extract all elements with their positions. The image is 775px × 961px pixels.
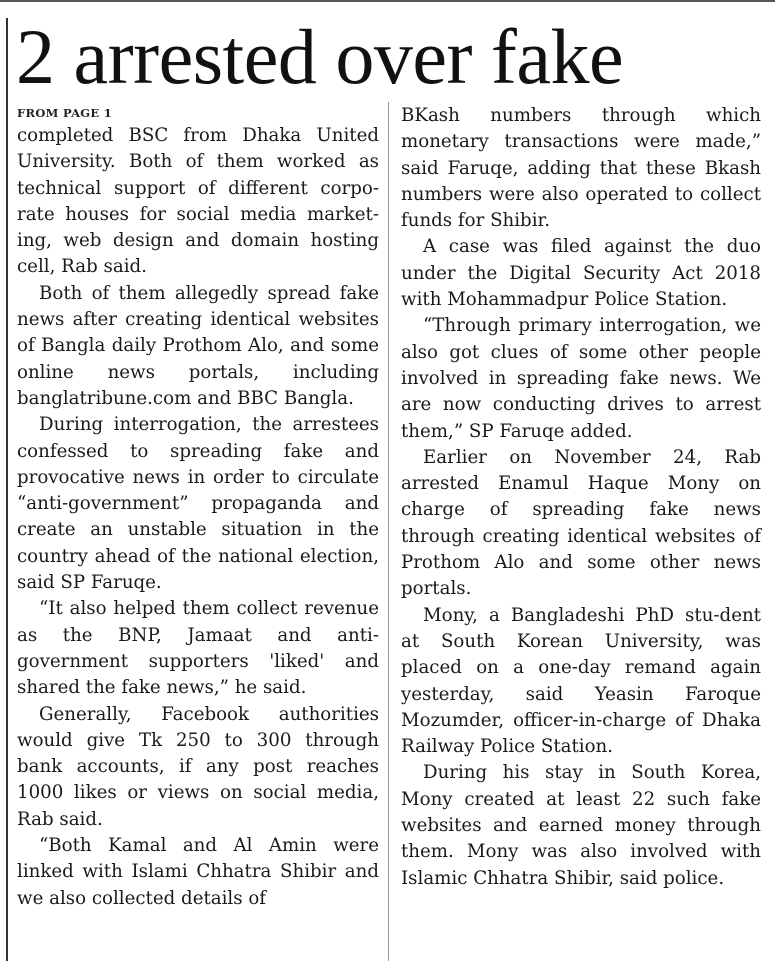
paragraph: “Through primary interrogation, we also got clues of some other people involved in spreading fake news. We are now conducting drives to arrest them,” SP Faruqe added. bbox=[401, 315, 761, 442]
left-column bbox=[17, 103, 379, 912]
headline: 2 arrested over fake bbox=[16, 13, 624, 100]
paragraph: BKash numbers through which monetary transactions were made,” said Faruqe, adding that these Bkash numbers were also operated to collect funds for Shibir. bbox=[401, 105, 761, 232]
paragraph: completed BSC from Dhaka United University. Both of them worked as technical support of different corpo-rate houses for social media market-ing, web design and domain hosting cell, Rab said. bbox=[17, 125, 379, 278]
paragraph: A case was filed against the duo under the Digital Security Act 2018 with Mohammadpur Police Station. bbox=[401, 236, 761, 311]
paragraph: During his stay in South Korea, Mony created at least 22 such fake websites and earned money through them. Mony was also involved with Islamic Chhatra Shibir, said police. bbox=[401, 762, 761, 889]
paragraph: “Both Kamal and Al Amin were linked with Islami Chhatra Shibir and we also collected details of bbox=[17, 835, 379, 909]
paragraph: Earlier on November 24, Rab arrested Enamul Haque Mony on charge of spreading fake news through creating identical websites of Prothom Alo and some other news portals. bbox=[401, 446, 761, 600]
column-divider bbox=[388, 102, 389, 961]
paragraph: Generally, Facebook authorities would give Tk 250 to 300 through bank accounts, if any post reaches 1000 likes or views on social media, Rab said. bbox=[17, 703, 379, 830]
paragraph: Mony, a Bangladeshi PhD stu-dent at South Korean University, was placed on a one-day remand again yesterday, said Yeasin Faroque Mozumder, officer-in-charge of Dhaka Railway Police Station. bbox=[401, 604, 761, 758]
left-border-rule bbox=[6, 18, 8, 961]
paragraph: “It also helped them collect revenue as the BNP, Jamaat and anti-government supporters 'liked' and shared the fake news,” he said. bbox=[17, 598, 379, 699]
top-border-rule bbox=[0, 0, 775, 2]
dateline: FROM PAGE 1 bbox=[17, 106, 113, 120]
paragraph: Both of them allegedly spread fake news after creating identical websites of Bangla daily Prothom Alo, and some online news portals, including banglatribune.com and BBC Bangla. bbox=[17, 282, 379, 409]
right-column bbox=[401, 103, 761, 892]
paragraph: During interrogation, the arrestees confessed to spreading fake and provocative news in order to circulate “anti-government” propaganda and create an unstable situation in the country ahead of the national election, said SP Faruqe. bbox=[17, 414, 379, 594]
